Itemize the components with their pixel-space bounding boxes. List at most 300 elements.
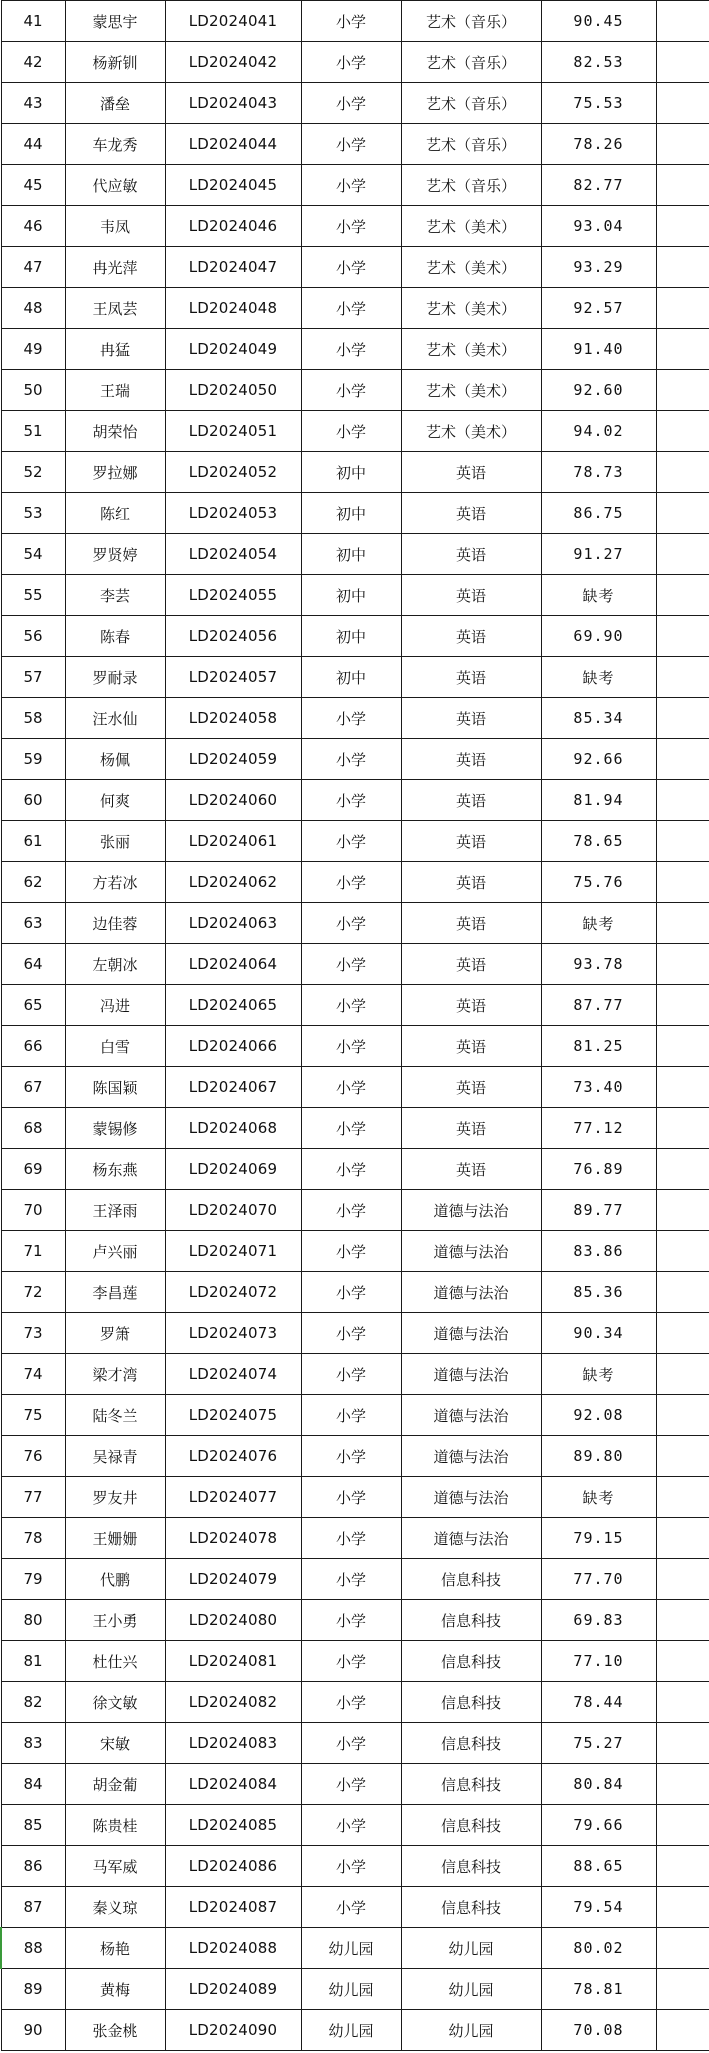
empty-cell bbox=[656, 821, 709, 862]
row-number: 47 bbox=[1, 247, 65, 288]
empty-cell bbox=[656, 1559, 709, 1600]
score-cell: 92.66 bbox=[541, 739, 656, 780]
exam-id-cell: LD2024089 bbox=[165, 1969, 301, 2010]
name-cell: 王凤芸 bbox=[65, 288, 165, 329]
row-number: 61 bbox=[1, 821, 65, 862]
score-cell: 缺考 bbox=[541, 1354, 656, 1395]
empty-cell bbox=[656, 1149, 709, 1190]
row-number: 89 bbox=[1, 1969, 65, 2010]
exam-id-cell: LD2024088 bbox=[165, 1928, 301, 1969]
name-cell: 宋敏 bbox=[65, 1723, 165, 1764]
score-cell: 79.54 bbox=[541, 1887, 656, 1928]
exam-id-cell: LD2024065 bbox=[165, 985, 301, 1026]
exam-id-cell: LD2024073 bbox=[165, 1313, 301, 1354]
subject-cell: 英语 bbox=[401, 1108, 541, 1149]
level-cell: 小学 bbox=[301, 862, 401, 903]
name-cell: 张金桃 bbox=[65, 2010, 165, 2051]
table-row bbox=[1, 1477, 709, 1518]
table-row bbox=[1, 288, 709, 329]
subject-cell: 道德与法治 bbox=[401, 1231, 541, 1272]
row-number: 50 bbox=[1, 370, 65, 411]
exam-id-cell: LD2024090 bbox=[165, 2010, 301, 2051]
table-row bbox=[1, 1846, 709, 1887]
name-cell: 左朝冰 bbox=[65, 944, 165, 985]
name-cell: 张丽 bbox=[65, 821, 165, 862]
level-cell: 小学 bbox=[301, 1641, 401, 1682]
empty-cell bbox=[656, 165, 709, 206]
row-number: 58 bbox=[1, 698, 65, 739]
table-row bbox=[1, 1395, 709, 1436]
row-number: 56 bbox=[1, 616, 65, 657]
subject-cell: 艺术（音乐） bbox=[401, 42, 541, 83]
table-row bbox=[1, 42, 709, 83]
exam-id-cell: LD2024045 bbox=[165, 165, 301, 206]
empty-cell bbox=[656, 1805, 709, 1846]
subject-cell: 艺术（美术） bbox=[401, 247, 541, 288]
empty-cell bbox=[656, 329, 709, 370]
level-cell: 小学 bbox=[301, 1559, 401, 1600]
level-cell: 小学 bbox=[301, 1231, 401, 1272]
score-cell: 78.81 bbox=[541, 1969, 656, 2010]
table-row bbox=[1, 493, 709, 534]
score-cell: 77.70 bbox=[541, 1559, 656, 1600]
score-cell: 78.26 bbox=[541, 124, 656, 165]
table-row bbox=[1, 1231, 709, 1272]
empty-cell bbox=[656, 493, 709, 534]
score-cell: 75.27 bbox=[541, 1723, 656, 1764]
subject-cell: 道德与法治 bbox=[401, 1313, 541, 1354]
table-row bbox=[1, 1887, 709, 1928]
score-cell: 79.66 bbox=[541, 1805, 656, 1846]
exam-id-cell: LD2024043 bbox=[165, 83, 301, 124]
subject-cell: 道德与法治 bbox=[401, 1190, 541, 1231]
subject-cell: 艺术（美术） bbox=[401, 288, 541, 329]
row-number: 43 bbox=[1, 83, 65, 124]
table-row bbox=[1, 2010, 709, 2051]
name-cell: 边佳蓉 bbox=[65, 903, 165, 944]
table-row bbox=[1, 1436, 709, 1477]
empty-cell bbox=[656, 1, 709, 42]
subject-cell: 英语 bbox=[401, 985, 541, 1026]
name-cell: 罗拉娜 bbox=[65, 452, 165, 493]
table-row bbox=[1, 124, 709, 165]
subject-cell: 幼儿园 bbox=[401, 2010, 541, 2051]
name-cell: 杨艳 bbox=[65, 1928, 165, 1969]
name-cell: 杜仕兴 bbox=[65, 1641, 165, 1682]
name-cell: 车龙秀 bbox=[65, 124, 165, 165]
table-row bbox=[1, 739, 709, 780]
row-number: 79 bbox=[1, 1559, 65, 1600]
exam-id-cell: LD2024051 bbox=[165, 411, 301, 452]
subject-cell: 英语 bbox=[401, 739, 541, 780]
table-row bbox=[1, 1354, 709, 1395]
subject-cell: 道德与法治 bbox=[401, 1272, 541, 1313]
score-cell: 86.75 bbox=[541, 493, 656, 534]
exam-id-cell: LD2024070 bbox=[165, 1190, 301, 1231]
empty-cell bbox=[656, 1231, 709, 1272]
score-cell: 87.77 bbox=[541, 985, 656, 1026]
exam-id-cell: LD2024079 bbox=[165, 1559, 301, 1600]
table-row bbox=[1, 1969, 709, 2010]
name-cell: 马军威 bbox=[65, 1846, 165, 1887]
subject-cell: 英语 bbox=[401, 493, 541, 534]
name-cell: 王小勇 bbox=[65, 1600, 165, 1641]
subject-cell: 英语 bbox=[401, 862, 541, 903]
name-cell: 梁才湾 bbox=[65, 1354, 165, 1395]
level-cell: 小学 bbox=[301, 288, 401, 329]
name-cell: 王泽雨 bbox=[65, 1190, 165, 1231]
level-cell: 小学 bbox=[301, 411, 401, 452]
name-cell: 冉猛 bbox=[65, 329, 165, 370]
empty-cell bbox=[656, 1354, 709, 1395]
row-number: 66 bbox=[1, 1026, 65, 1067]
level-cell: 小学 bbox=[301, 985, 401, 1026]
row-number: 78 bbox=[1, 1518, 65, 1559]
empty-cell bbox=[656, 452, 709, 493]
score-cell: 90.45 bbox=[541, 1, 656, 42]
exam-id-cell: LD2024074 bbox=[165, 1354, 301, 1395]
score-cell: 77.10 bbox=[541, 1641, 656, 1682]
row-number: 64 bbox=[1, 944, 65, 985]
name-cell: 杨新钏 bbox=[65, 42, 165, 83]
empty-cell bbox=[656, 903, 709, 944]
exam-id-cell: LD2024081 bbox=[165, 1641, 301, 1682]
level-cell: 初中 bbox=[301, 657, 401, 698]
level-cell: 小学 bbox=[301, 944, 401, 985]
empty-cell bbox=[656, 1682, 709, 1723]
table-row bbox=[1, 1600, 709, 1641]
name-cell: 陈贵桂 bbox=[65, 1805, 165, 1846]
subject-cell: 艺术（音乐） bbox=[401, 165, 541, 206]
exam-id-cell: LD2024057 bbox=[165, 657, 301, 698]
score-cell: 78.73 bbox=[541, 452, 656, 493]
empty-cell bbox=[656, 2010, 709, 2051]
subject-cell: 英语 bbox=[401, 657, 541, 698]
level-cell: 小学 bbox=[301, 370, 401, 411]
subject-cell: 幼儿园 bbox=[401, 1928, 541, 1969]
empty-cell bbox=[656, 780, 709, 821]
level-cell: 小学 bbox=[301, 1354, 401, 1395]
level-cell: 小学 bbox=[301, 1313, 401, 1354]
row-number: 55 bbox=[1, 575, 65, 616]
table-row bbox=[1, 1, 709, 42]
score-cell: 70.08 bbox=[541, 2010, 656, 2051]
row-number: 83 bbox=[1, 1723, 65, 1764]
table-row bbox=[1, 1518, 709, 1559]
empty-cell bbox=[656, 1969, 709, 2010]
empty-cell bbox=[656, 370, 709, 411]
name-cell: 吴禄青 bbox=[65, 1436, 165, 1477]
score-cell: 78.44 bbox=[541, 1682, 656, 1723]
subject-cell: 英语 bbox=[401, 616, 541, 657]
name-cell: 陆冬兰 bbox=[65, 1395, 165, 1436]
empty-cell bbox=[656, 1477, 709, 1518]
row-number: 84 bbox=[1, 1764, 65, 1805]
exam-id-cell: LD2024056 bbox=[165, 616, 301, 657]
subject-cell: 英语 bbox=[401, 1026, 541, 1067]
row-number: 42 bbox=[1, 42, 65, 83]
exam-id-cell: LD2024050 bbox=[165, 370, 301, 411]
level-cell: 小学 bbox=[301, 83, 401, 124]
table-row bbox=[1, 1313, 709, 1354]
row-number: 87 bbox=[1, 1887, 65, 1928]
exam-id-cell: LD2024059 bbox=[165, 739, 301, 780]
name-cell: 秦义琼 bbox=[65, 1887, 165, 1928]
score-cell: 80.02 bbox=[541, 1928, 656, 1969]
table-row bbox=[1, 1067, 709, 1108]
table-row bbox=[1, 1682, 709, 1723]
name-cell: 杨东燕 bbox=[65, 1149, 165, 1190]
empty-cell bbox=[656, 985, 709, 1026]
table-row bbox=[1, 1190, 709, 1231]
table-row bbox=[1, 616, 709, 657]
row-number: 69 bbox=[1, 1149, 65, 1190]
score-cell: 83.86 bbox=[541, 1231, 656, 1272]
level-cell: 小学 bbox=[301, 1067, 401, 1108]
exam-id-cell: LD2024053 bbox=[165, 493, 301, 534]
row-number: 51 bbox=[1, 411, 65, 452]
level-cell: 小学 bbox=[301, 1395, 401, 1436]
exam-id-cell: LD2024041 bbox=[165, 1, 301, 42]
row-number: 60 bbox=[1, 780, 65, 821]
empty-cell bbox=[656, 1395, 709, 1436]
row-number: 53 bbox=[1, 493, 65, 534]
exam-id-cell: LD2024078 bbox=[165, 1518, 301, 1559]
name-cell: 代鹏 bbox=[65, 1559, 165, 1600]
exam-id-cell: LD2024067 bbox=[165, 1067, 301, 1108]
name-cell: 蒙锡修 bbox=[65, 1108, 165, 1149]
score-cell: 缺考 bbox=[541, 575, 656, 616]
score-cell: 75.53 bbox=[541, 83, 656, 124]
row-number: 59 bbox=[1, 739, 65, 780]
empty-cell bbox=[656, 739, 709, 780]
score-cell: 73.40 bbox=[541, 1067, 656, 1108]
level-cell: 小学 bbox=[301, 1887, 401, 1928]
score-cell: 81.25 bbox=[541, 1026, 656, 1067]
name-cell: 罗耐录 bbox=[65, 657, 165, 698]
empty-cell bbox=[656, 411, 709, 452]
row-number: 45 bbox=[1, 165, 65, 206]
empty-cell bbox=[656, 862, 709, 903]
empty-cell bbox=[656, 1518, 709, 1559]
level-cell: 幼儿园 bbox=[301, 2010, 401, 2051]
exam-id-cell: LD2024087 bbox=[165, 1887, 301, 1928]
table-row bbox=[1, 780, 709, 821]
name-cell: 卢兴丽 bbox=[65, 1231, 165, 1272]
score-cell: 90.34 bbox=[541, 1313, 656, 1354]
exam-id-cell: LD2024054 bbox=[165, 534, 301, 575]
level-cell: 小学 bbox=[301, 1108, 401, 1149]
empty-cell bbox=[656, 1313, 709, 1354]
level-cell: 初中 bbox=[301, 575, 401, 616]
name-cell: 蒙思宇 bbox=[65, 1, 165, 42]
subject-cell: 信息科技 bbox=[401, 1682, 541, 1723]
row-number: 74 bbox=[1, 1354, 65, 1395]
score-cell: 76.89 bbox=[541, 1149, 656, 1190]
score-cell: 93.04 bbox=[541, 206, 656, 247]
level-cell: 小学 bbox=[301, 124, 401, 165]
row-number: 71 bbox=[1, 1231, 65, 1272]
table-row bbox=[1, 452, 709, 493]
subject-cell: 信息科技 bbox=[401, 1887, 541, 1928]
subject-cell: 英语 bbox=[401, 903, 541, 944]
exam-id-cell: LD2024049 bbox=[165, 329, 301, 370]
empty-cell bbox=[656, 534, 709, 575]
row-number: 88 bbox=[1, 1928, 65, 1969]
exam-id-cell: LD2024069 bbox=[165, 1149, 301, 1190]
level-cell: 幼儿园 bbox=[301, 1969, 401, 2010]
level-cell: 小学 bbox=[301, 1682, 401, 1723]
score-cell: 69.90 bbox=[541, 616, 656, 657]
table-row bbox=[1, 1108, 709, 1149]
subject-cell: 艺术（美术） bbox=[401, 411, 541, 452]
exam-id-cell: LD2024077 bbox=[165, 1477, 301, 1518]
empty-cell bbox=[656, 616, 709, 657]
name-cell: 杨佩 bbox=[65, 739, 165, 780]
score-cell: 79.15 bbox=[541, 1518, 656, 1559]
exam-id-cell: LD2024086 bbox=[165, 1846, 301, 1887]
level-cell: 小学 bbox=[301, 247, 401, 288]
empty-cell bbox=[656, 657, 709, 698]
score-cell: 89.80 bbox=[541, 1436, 656, 1477]
level-cell: 小学 bbox=[301, 903, 401, 944]
subject-cell: 艺术（美术） bbox=[401, 206, 541, 247]
subject-cell: 道德与法治 bbox=[401, 1518, 541, 1559]
exam-id-cell: LD2024058 bbox=[165, 698, 301, 739]
empty-cell bbox=[656, 42, 709, 83]
empty-cell bbox=[656, 206, 709, 247]
table-row bbox=[1, 944, 709, 985]
level-cell: 小学 bbox=[301, 1272, 401, 1313]
subject-cell: 艺术（音乐） bbox=[401, 1, 541, 42]
name-cell: 罗贤婷 bbox=[65, 534, 165, 575]
empty-cell bbox=[656, 1846, 709, 1887]
subject-cell: 英语 bbox=[401, 780, 541, 821]
level-cell: 小学 bbox=[301, 1436, 401, 1477]
table-row bbox=[1, 83, 709, 124]
table-row bbox=[1, 1149, 709, 1190]
table-row bbox=[1, 247, 709, 288]
name-cell: 徐文敏 bbox=[65, 1682, 165, 1723]
score-cell: 82.53 bbox=[541, 42, 656, 83]
exam-id-cell: LD2024082 bbox=[165, 1682, 301, 1723]
empty-cell bbox=[656, 1108, 709, 1149]
row-number: 76 bbox=[1, 1436, 65, 1477]
score-cell: 85.34 bbox=[541, 698, 656, 739]
subject-cell: 艺术（美术） bbox=[401, 329, 541, 370]
row-number: 52 bbox=[1, 452, 65, 493]
score-cell: 91.27 bbox=[541, 534, 656, 575]
subject-cell: 信息科技 bbox=[401, 1805, 541, 1846]
row-number: 57 bbox=[1, 657, 65, 698]
score-cell: 81.94 bbox=[541, 780, 656, 821]
level-cell: 初中 bbox=[301, 493, 401, 534]
exam-id-cell: LD2024085 bbox=[165, 1805, 301, 1846]
score-cell: 77.12 bbox=[541, 1108, 656, 1149]
score-cell: 92.08 bbox=[541, 1395, 656, 1436]
subject-cell: 艺术（音乐） bbox=[401, 83, 541, 124]
name-cell: 潘垒 bbox=[65, 83, 165, 124]
exam-id-cell: LD2024072 bbox=[165, 1272, 301, 1313]
empty-cell bbox=[656, 575, 709, 616]
table-row bbox=[1, 1641, 709, 1682]
table-row bbox=[1, 329, 709, 370]
exam-id-cell: LD2024046 bbox=[165, 206, 301, 247]
level-cell: 小学 bbox=[301, 1149, 401, 1190]
row-number: 77 bbox=[1, 1477, 65, 1518]
exam-id-cell: LD2024064 bbox=[165, 944, 301, 985]
empty-cell bbox=[656, 1026, 709, 1067]
exam-id-cell: LD2024063 bbox=[165, 903, 301, 944]
name-cell: 汪水仙 bbox=[65, 698, 165, 739]
exam-id-cell: LD2024076 bbox=[165, 1436, 301, 1477]
exam-id-cell: LD2024060 bbox=[165, 780, 301, 821]
row-number: 48 bbox=[1, 288, 65, 329]
table-row bbox=[1, 985, 709, 1026]
table-row bbox=[1, 1723, 709, 1764]
subject-cell: 英语 bbox=[401, 1067, 541, 1108]
subject-cell: 道德与法治 bbox=[401, 1395, 541, 1436]
name-cell: 陈红 bbox=[65, 493, 165, 534]
table-row bbox=[1, 862, 709, 903]
exam-id-cell: LD2024068 bbox=[165, 1108, 301, 1149]
exam-id-cell: LD2024066 bbox=[165, 1026, 301, 1067]
score-cell: 88.65 bbox=[541, 1846, 656, 1887]
level-cell: 幼儿园 bbox=[301, 1928, 401, 1969]
score-cell: 82.77 bbox=[541, 165, 656, 206]
table-row bbox=[1, 1026, 709, 1067]
name-cell: 罗箫 bbox=[65, 1313, 165, 1354]
level-cell: 小学 bbox=[301, 1600, 401, 1641]
subject-cell: 英语 bbox=[401, 1149, 541, 1190]
table-row bbox=[1, 1559, 709, 1600]
row-number: 44 bbox=[1, 124, 65, 165]
name-cell: 李芸 bbox=[65, 575, 165, 616]
subject-cell: 信息科技 bbox=[401, 1600, 541, 1641]
empty-cell bbox=[656, 1600, 709, 1641]
table-row bbox=[1, 534, 709, 575]
level-cell: 小学 bbox=[301, 1477, 401, 1518]
exam-id-cell: LD2024080 bbox=[165, 1600, 301, 1641]
table-row bbox=[1, 1272, 709, 1313]
name-cell: 黄梅 bbox=[65, 1969, 165, 2010]
level-cell: 小学 bbox=[301, 165, 401, 206]
score-cell: 80.84 bbox=[541, 1764, 656, 1805]
empty-cell bbox=[656, 1928, 709, 1969]
name-cell: 胡金葡 bbox=[65, 1764, 165, 1805]
subject-cell: 英语 bbox=[401, 575, 541, 616]
level-cell: 小学 bbox=[301, 1723, 401, 1764]
name-cell: 陈春 bbox=[65, 616, 165, 657]
empty-cell bbox=[656, 1723, 709, 1764]
level-cell: 小学 bbox=[301, 821, 401, 862]
exam-id-cell: LD2024052 bbox=[165, 452, 301, 493]
subject-cell: 信息科技 bbox=[401, 1764, 541, 1805]
name-cell: 代应敏 bbox=[65, 165, 165, 206]
name-cell: 胡荣怡 bbox=[65, 411, 165, 452]
name-cell: 何爽 bbox=[65, 780, 165, 821]
level-cell: 小学 bbox=[301, 1846, 401, 1887]
level-cell: 小学 bbox=[301, 1026, 401, 1067]
subject-cell: 信息科技 bbox=[401, 1641, 541, 1682]
score-cell: 94.02 bbox=[541, 411, 656, 452]
row-number: 54 bbox=[1, 534, 65, 575]
level-cell: 小学 bbox=[301, 1, 401, 42]
exam-id-cell: LD2024084 bbox=[165, 1764, 301, 1805]
level-cell: 小学 bbox=[301, 206, 401, 247]
empty-cell bbox=[656, 124, 709, 165]
table-row bbox=[1, 698, 709, 739]
